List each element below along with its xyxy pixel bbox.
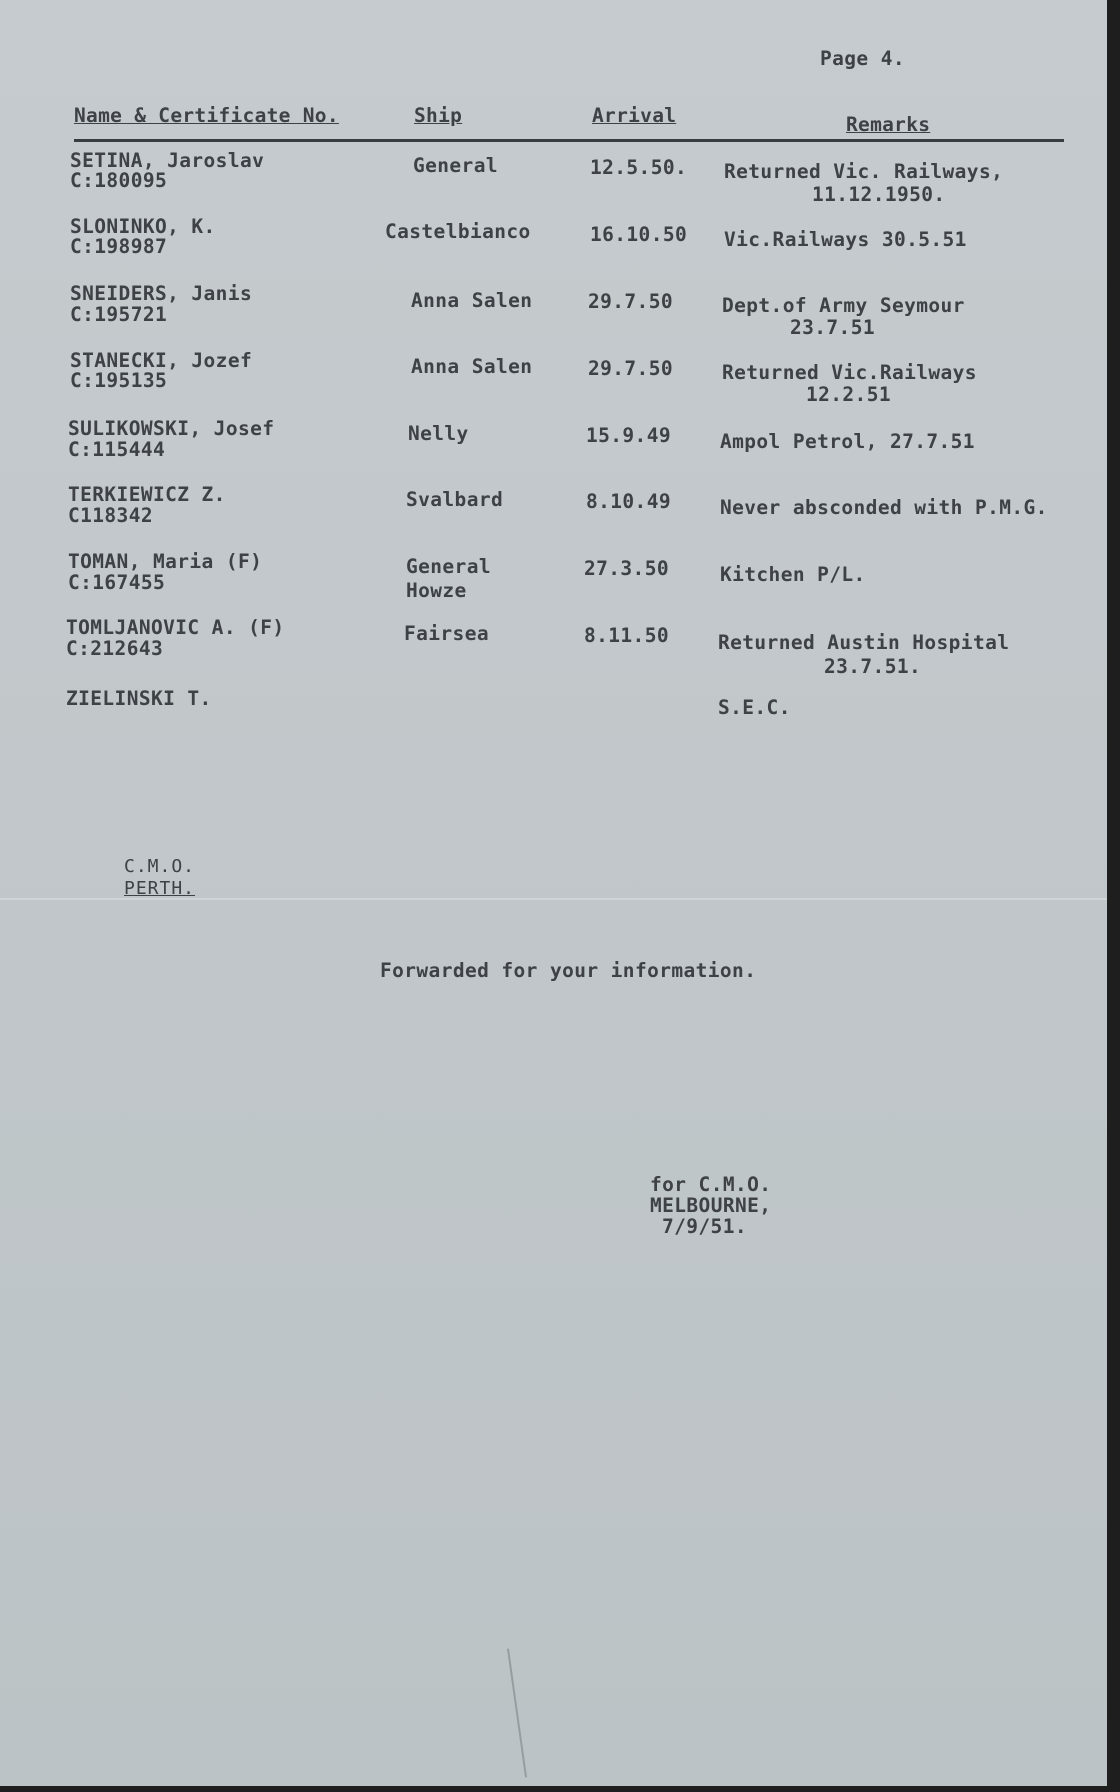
header-arrival: Arrival bbox=[592, 104, 677, 127]
row-name: SETINA, Jaroslav bbox=[70, 149, 265, 172]
page-number: Page 4. bbox=[820, 47, 905, 70]
row-arrival: 29.7.50 bbox=[588, 290, 673, 313]
row-cert: C:198987 bbox=[70, 235, 168, 258]
row-remark: Returned Vic. Railways, bbox=[724, 160, 1004, 183]
row-name: SNEIDERS, Janis bbox=[70, 282, 253, 305]
row-remark: 12.2.51 bbox=[806, 383, 891, 406]
header-rule bbox=[74, 139, 1064, 142]
row-ship: Svalbard bbox=[406, 488, 504, 511]
row-name: STANECKI, Jozef bbox=[70, 349, 253, 372]
row-remark: Returned Vic.Railways bbox=[722, 361, 977, 384]
row-arrival: 16.10.50 bbox=[590, 223, 688, 246]
row-arrival: 27.3.50 bbox=[584, 557, 669, 580]
forwarded-note: Forwarded for your information. bbox=[380, 959, 757, 982]
row-arrival: 8.11.50 bbox=[584, 624, 669, 647]
row-remark: Dept.of Army Seymour bbox=[722, 294, 965, 317]
row-arrival: 8.10.49 bbox=[586, 490, 671, 513]
row-arrival: 15.9.49 bbox=[586, 424, 671, 447]
row-name: SLONINKO, K. bbox=[70, 215, 216, 238]
signature-line2: MELBOURNE, bbox=[650, 1194, 772, 1217]
row-remark: 11.12.1950. bbox=[812, 183, 946, 206]
row-name: ZIELINSKI T. bbox=[66, 687, 212, 710]
paper-scratch bbox=[507, 1648, 527, 1777]
row-name: SULIKOWSKI, Josef bbox=[68, 417, 275, 440]
row-cert: C:180095 bbox=[70, 169, 168, 192]
row-cert: C:195135 bbox=[70, 369, 168, 392]
row-name: TOMLJANOVIC A. (F) bbox=[66, 616, 285, 639]
row-remark: 23.7.51 bbox=[790, 316, 875, 339]
row-ship: Anna Salen bbox=[411, 289, 533, 312]
row-ship: Howze bbox=[406, 579, 467, 602]
row-ship: Anna Salen bbox=[411, 355, 533, 378]
header-remarks: Remarks bbox=[846, 113, 931, 136]
header-name: Name & Certificate No. bbox=[74, 104, 339, 127]
row-remark: Returned Austin Hospital bbox=[718, 631, 1010, 654]
row-name: TOMAN, Maria (F) bbox=[68, 550, 263, 573]
row-remark: Vic.Railways 30.5.51 bbox=[724, 228, 967, 251]
row-name: TERKIEWICZ Z. bbox=[68, 483, 226, 506]
row-ship: Fairsea bbox=[404, 622, 489, 645]
row-ship: General bbox=[406, 555, 491, 578]
row-remark: Kitchen P/L. bbox=[720, 563, 866, 586]
addressee-line1: C.M.O. bbox=[124, 856, 196, 877]
row-ship: General bbox=[413, 154, 498, 177]
row-cert: C:115444 bbox=[68, 438, 166, 461]
row-arrival: 12.5.50. bbox=[590, 156, 688, 179]
row-remark: 23.7.51. bbox=[824, 655, 922, 678]
row-ship: Castelbianco bbox=[385, 220, 531, 243]
row-remark: Never absconded with P.M.G. bbox=[720, 496, 1048, 519]
row-arrival: 29.7.50 bbox=[588, 357, 673, 380]
header-ship: Ship bbox=[414, 104, 463, 127]
row-cert: C:212643 bbox=[66, 637, 164, 660]
row-cert: C118342 bbox=[68, 504, 153, 527]
addressee-line2: PERTH. bbox=[124, 878, 196, 899]
signature-line3: 7/9/51. bbox=[662, 1215, 747, 1238]
signature-line1: for C.M.O. bbox=[650, 1173, 772, 1196]
row-ship: Nelly bbox=[408, 422, 469, 445]
row-remark: Ampol Petrol, 27.7.51 bbox=[720, 430, 975, 453]
row-cert: C:167455 bbox=[68, 571, 166, 594]
row-remark: S.E.C. bbox=[718, 696, 791, 719]
row-cert: C:195721 bbox=[70, 303, 168, 326]
